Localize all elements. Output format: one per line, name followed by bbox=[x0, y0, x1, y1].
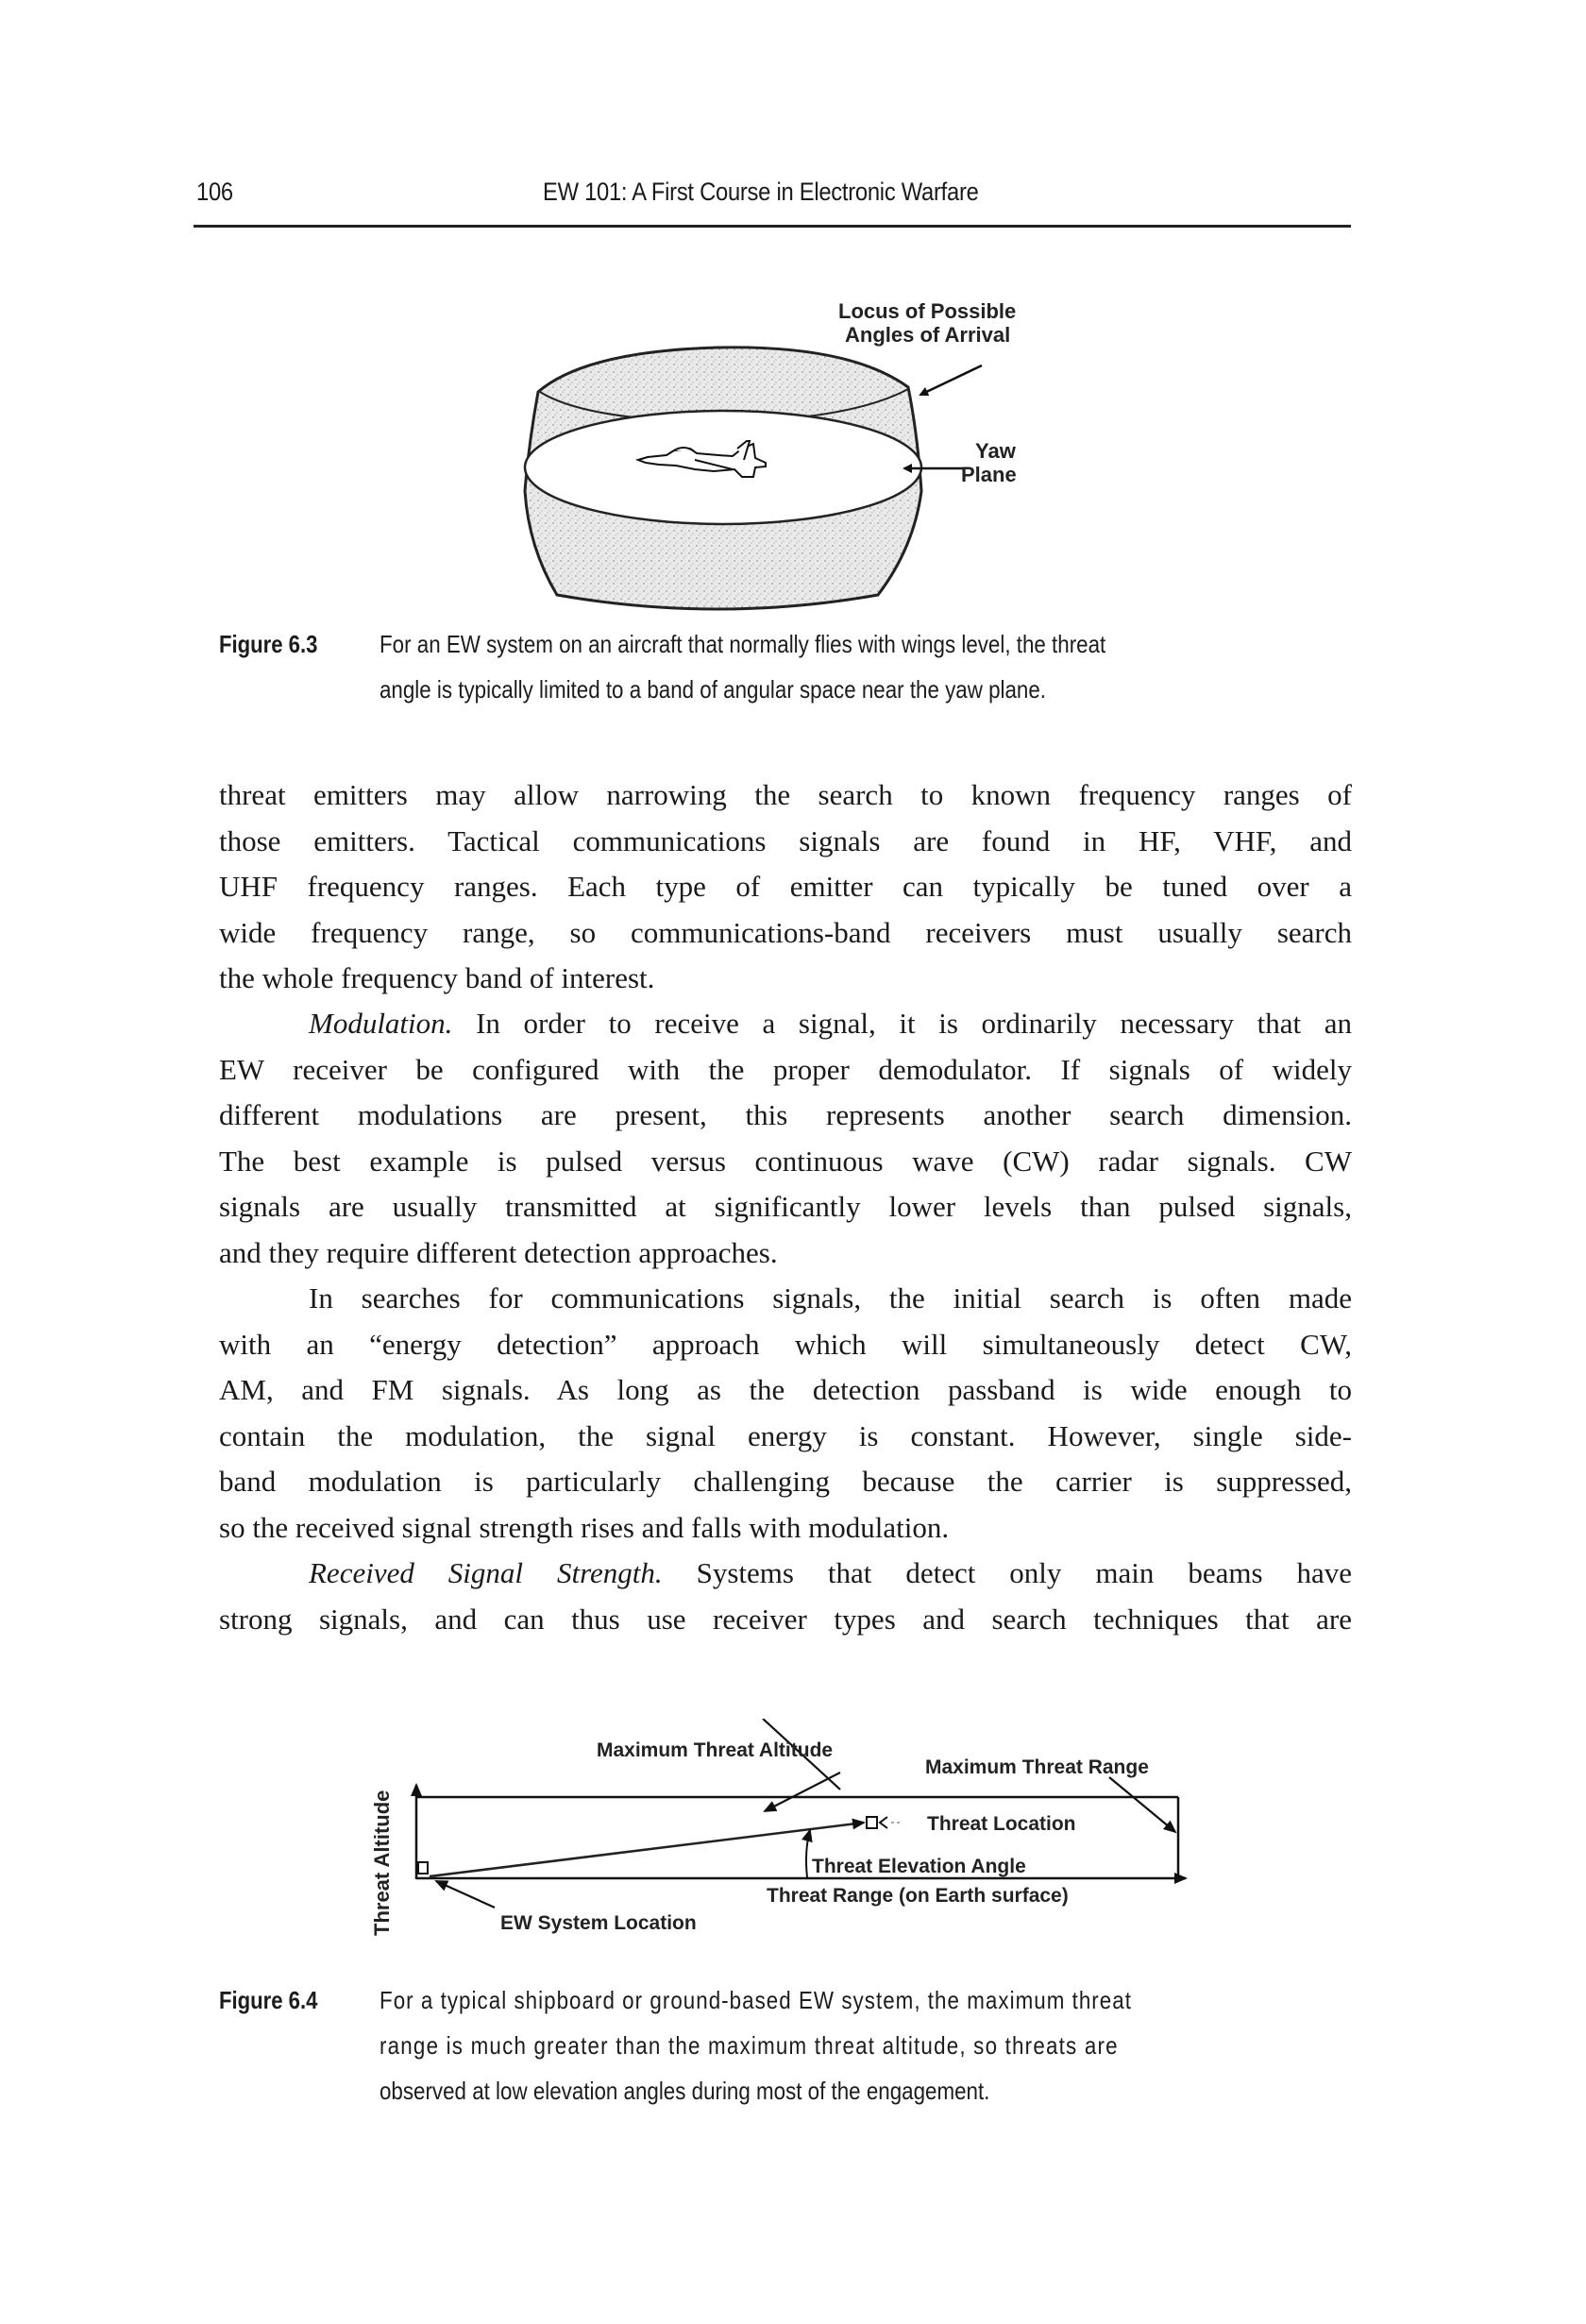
text-line: with an “energy detection” approach which will simultaneously detect CW, bbox=[219, 1327, 1352, 1361]
text-line: those emitters. Tactical communications signals are found in HF, VHF, and bbox=[219, 823, 1352, 857]
text-line: threat emitters may allow narrowing the search to known frequency ranges of bbox=[219, 778, 1352, 811]
text-line: strong signals, and can thus use receiver types and search techniques that are bbox=[219, 1602, 1352, 1636]
body-paragraph bbox=[219, 1276, 1352, 1551]
caption-line: observed at low elevation angles during most of the engagement. bbox=[380, 2077, 990, 2105]
run-in-heading: Modulation. bbox=[309, 1007, 453, 1040]
caption-line: For a typical shipboard or ground-based EW system, the maximum threat bbox=[380, 1986, 1132, 2014]
text-line: signals are usually transmitted at significantly lower levels than pulsed signals, bbox=[219, 1190, 1352, 1223]
text-line: contain the modulation, the signal energy is constant. However, single side- bbox=[219, 1418, 1352, 1452]
body-paragraph-received-signal-strength bbox=[219, 1551, 1352, 1642]
elevation-angle-arc bbox=[806, 1830, 810, 1877]
threat-location-label: Threat Location bbox=[927, 1813, 1076, 1835]
text-line: In searches for communications signals, the initial search is often made bbox=[309, 1281, 1352, 1315]
figure-6-3-diagram bbox=[0, 0, 1586, 623]
text-line: wide frequency range, so communications-band receivers must usually search bbox=[219, 915, 1352, 949]
max-altitude-label: Maximum Threat Altitude bbox=[597, 1739, 834, 1761]
text-line: the whole frequency band of interest. bbox=[219, 961, 655, 994]
text-line: Modulation. In order to receive a signal, it is ordinarily necessary that an bbox=[309, 1007, 1352, 1040]
caption-line: range is much greater than the maximum threat altitude, so threats are bbox=[380, 2031, 1119, 2060]
figure-6-3-caption bbox=[219, 621, 1361, 716]
max-range-arrow bbox=[1109, 1777, 1175, 1832]
text-line: band modulation is particularly challenging because the carrier is suppressed, bbox=[219, 1465, 1352, 1498]
caption-line: For an EW system on an aircraft that normally flies with wings level, the threat bbox=[380, 630, 1106, 658]
yaw-label-line2: Plane bbox=[961, 463, 1017, 486]
ew-system-label: EW System Location bbox=[500, 1912, 697, 1934]
caption-number: Figure 6.4 bbox=[219, 1986, 318, 2014]
running-title: EW 101: A First Course in Electronic Warfare bbox=[543, 178, 979, 206]
caption-line: angle is typically limited to a band of angular space near the yaw plane. bbox=[380, 675, 1047, 704]
text-line: and they require different detection approaches. bbox=[219, 1235, 778, 1269]
max-range-label: Maximum Threat Range bbox=[925, 1756, 1149, 1778]
text-line: AM, and FM signals. As long as the detection passband is wide enough to bbox=[219, 1373, 1352, 1406]
yaw-label-line1: Yaw bbox=[975, 439, 1016, 463]
y-axis-label: Threat Altitude bbox=[370, 1790, 394, 1936]
line-of-sight bbox=[430, 1823, 864, 1876]
text-line: Received Signal Strength. Systems that detect only main beams have bbox=[309, 1556, 1352, 1589]
elevation-angle-label: Threat Elevation Angle bbox=[812, 1856, 1026, 1877]
text-line: different modulations are present, this represents another search dimension. bbox=[219, 1098, 1352, 1131]
page-number: 106 bbox=[196, 178, 233, 206]
text-line: so the received signal strength rises and falls with modulation. bbox=[219, 1510, 950, 1544]
ew-system-arrow bbox=[436, 1881, 495, 1908]
body-paragraph bbox=[219, 772, 1352, 1002]
locus-arrow bbox=[920, 365, 982, 395]
text-line: UHF frequency ranges. Each type of emitter can typically be tuned over a bbox=[219, 870, 1352, 903]
body-paragraph-modulation bbox=[219, 1001, 1352, 1276]
caption-number: Figure 6.3 bbox=[219, 630, 318, 658]
ew-system-marker bbox=[418, 1862, 428, 1874]
text-line: The best example is pulsed versus continuous wave (CW) radar signals. CW bbox=[219, 1144, 1352, 1178]
locus-label-line2: Angles of Arrival bbox=[845, 323, 1011, 347]
run-in-heading: Received Signal Strength. bbox=[309, 1556, 663, 1589]
figure-6-4-diagram bbox=[0, 1719, 1586, 1955]
text-line: EW receiver be configured with the proper demodulator. If signals of widely bbox=[219, 1052, 1352, 1086]
x-axis-label: Threat Range (on Earth surface) bbox=[767, 1885, 1069, 1907]
locus-label-line1: Locus of Possible bbox=[838, 299, 1017, 323]
threat-marker bbox=[867, 1817, 877, 1828]
figure-6-4-caption bbox=[219, 1977, 1361, 2119]
